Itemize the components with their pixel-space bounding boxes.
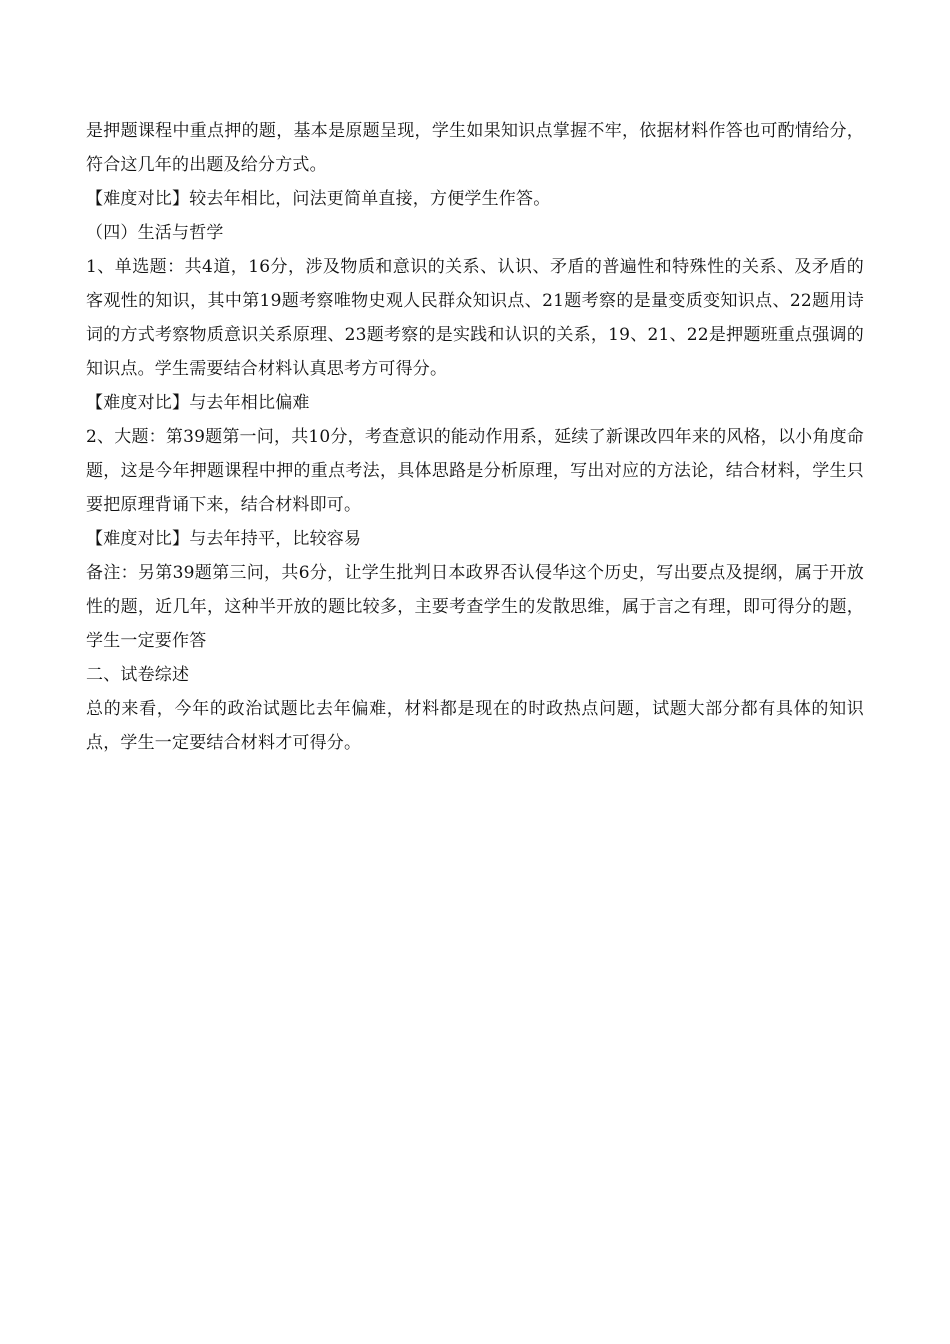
paragraph-exam-note: 是押题课程中重点押的题，基本是原题呈现，学生如果知识点掌握不牢，依据材料作答也可酌情给分，符合这几年的出题及给分方式。 [86, 121, 864, 175]
section-heading-philosophy: （四）生活与哲学 [86, 223, 224, 243]
difficulty-comparison-3: 【难度对比】与去年持平，比较容易 [86, 529, 362, 549]
paragraph-single-choice: 1、单选题：共4道，16分，涉及物质和意识的关系、认识、矛盾的普遍性和特殊性的关系、及矛盾的客观性的知识，其中第19题考察唯物史观人民群众知识点、21题考察的是量变质变知识点、22题用诗词的方式考察物质意识关系原理、23题考察的是实践和认识的关系，19、21、22是押题班重点强调的知识点。学生需要结合材料认真思考方可得分。 [86, 257, 864, 379]
difficulty-comparison-2: 【难度对比】与去年相比偏难 [86, 393, 310, 413]
document-body [86, 114, 864, 760]
difficulty-comparison-1: 【难度对比】较去年相比，问法更简单直接，方便学生作答。 [86, 189, 551, 209]
paragraph-remark: 备注：另第39题第三问，共6分，让学生批判日本政界否认侵华这个历史，写出要点及提纲，属于开放性的题，近几年，这种半开放的题比较多，主要考查学生的发散思维，属于言之有理，即可得分的题，学生一定要作答 [86, 563, 864, 651]
paragraph-major-question: 2、大题：第39题第一问，共10分，考查意识的能动作用系，延续了新课改四年来的风格，以小角度命题，这是今年押题课程中押的重点考法，具体思路是分析原理，写出对应的方法论，结合材料，学生只要把原理背诵下来，结合材料即可。 [86, 427, 864, 515]
paragraph-summary: 总的来看，今年的政治试题比去年偏难，材料都是现在的时政热点问题，试题大部分都有具体的知识点，学生一定要结合材料才可得分。 [86, 699, 864, 753]
section-heading-summary: 二、试卷综述 [86, 665, 190, 685]
